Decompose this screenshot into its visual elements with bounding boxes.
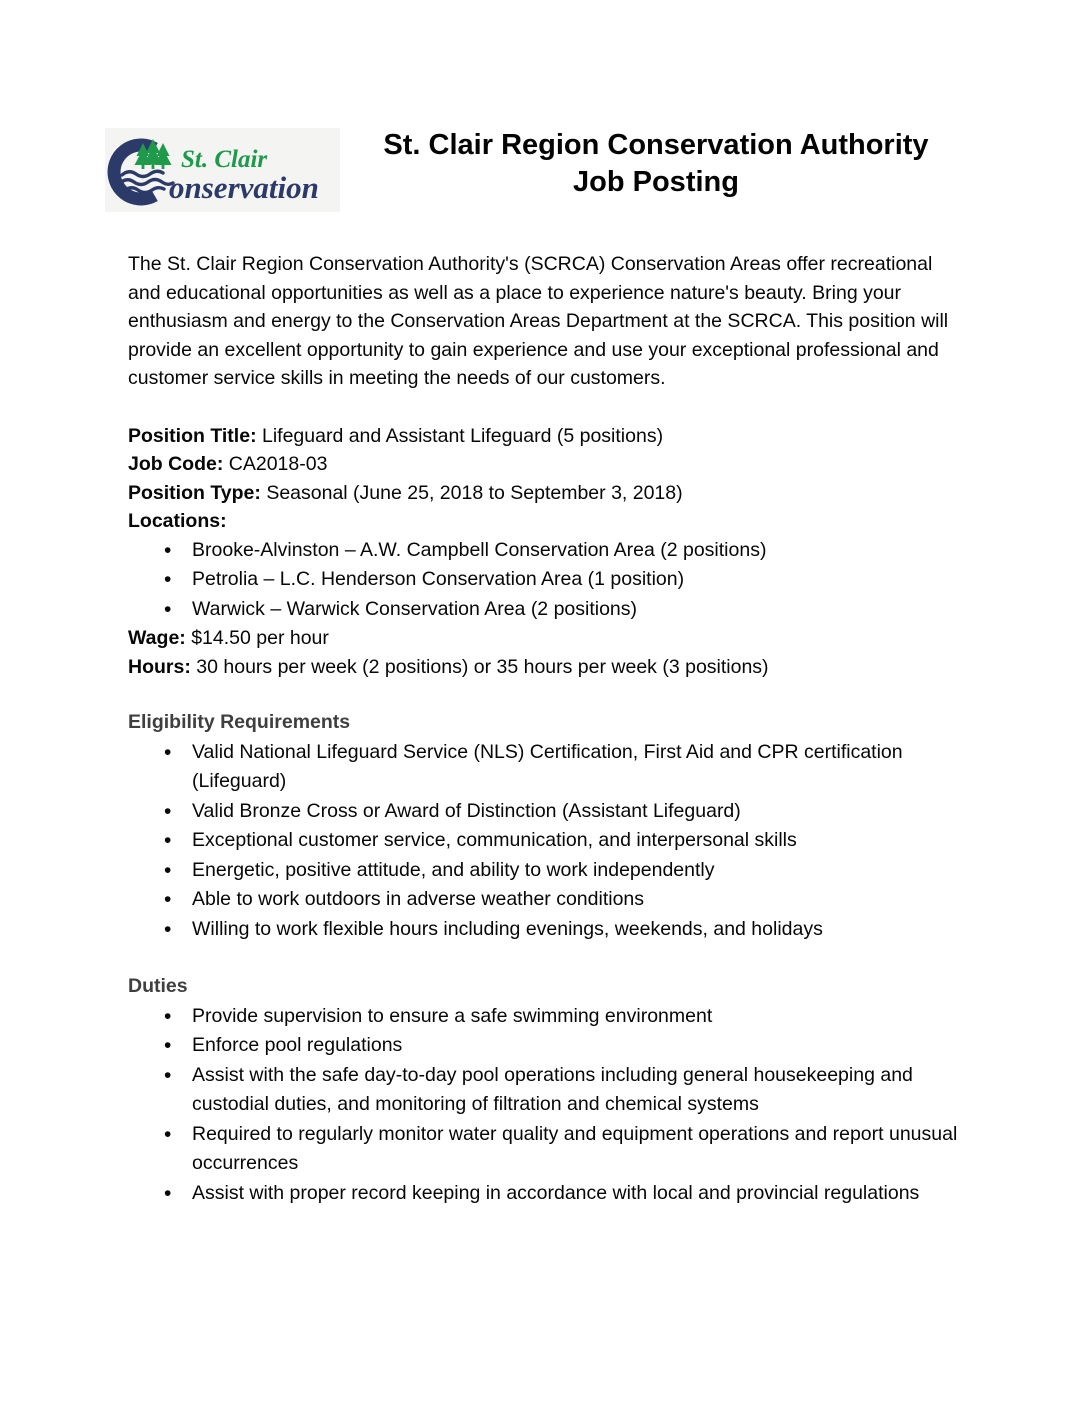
location-item: • Petrolia – L.C. Henderson Conservation Area (1 position) [128,565,964,595]
location-item: • Brooke-Alvinston – A.W. Campbell Conservation Area (2 positions) [128,536,964,566]
detail-value: Seasonal (June 25, 2018 to September 3, 2018) [266,481,683,504]
eligibility-item: • Willing to work flexible hours including evenings, weekends, and holidays [128,915,964,945]
eligibility-section [128,708,964,944]
detail-row [128,624,964,653]
duty-item: • Required to regularly monitor water quality and equipment operations and report unusual occurrences [128,1120,964,1179]
duties-section [128,972,964,1208]
duties-list [128,1002,964,1209]
detail-row [128,450,964,479]
eligibility-item: • Exceptional customer service, communication, and interpersonal skills [128,826,964,856]
location-item: • Warwick – Warwick Conservation Area (2 positions) [128,595,964,625]
document-body [128,250,964,1208]
eligibility-item: • Valid Bronze Cross or Award of Distinction (Assistant Lifeguard) [128,797,964,827]
detail-label: Hours: [128,655,191,678]
locations-list [128,536,964,625]
detail-label: Job Code: [128,453,224,475]
detail-value: Lifeguard and Assistant Lifeguard (5 positions) [261,424,664,447]
duty-item: • Assist with the safe day-to-day pool operations including general housekeeping and custodial duties, and monitoring of filtration and chemical systems [128,1061,964,1120]
st-clair-conservation-logo-icon [105,128,340,212]
duty-item: • Provide supervision to ensure a safe swimming environment [128,1002,964,1032]
page-title-line1: St. Clair Region Conservation Authority [383,129,929,161]
document-title [340,127,972,201]
intro-paragraph: The St. Clair Region Conservation Authority's (SCRCA) Conservation Areas offer recreational and educational opportunities as well as a place to experience nature's beauty. Bring your enthusiasm and energy to the Conservation Areas Department at the SCRCA. This position will provide an excellent opportunity to gain experience and use your exceptional professional and customer service skills in meeting the needs of our customers. [128,253,949,389]
page-title-line2: Job Posting [573,166,739,198]
duties-heading: Duties [128,975,188,997]
organization-logo [105,128,340,212]
detail-row [128,422,964,451]
detail-value: CA2018-03 [228,453,328,475]
detail-row [128,479,964,508]
detail-label: Wage: [128,627,186,649]
eligibility-item: • Energetic, positive attitude, and ability to work independently [128,856,964,886]
detail-label: Locations: [128,510,227,532]
eligibility-item: • Valid National Lifeguard Service (NLS) Certification, First Aid and CPR certification (Lifeguard) [128,738,964,797]
detail-row [128,507,964,536]
duty-item: • Assist with proper record keeping in accordance with local and provincial regulations [128,1179,964,1209]
logo-text-st-clair: St. Clair [181,146,268,173]
eligibility-item: • Able to work outdoors in adverse weather conditions [128,885,964,915]
water-waves-icon [120,171,173,192]
eligibility-heading: Eligibility Requirements [128,711,351,733]
eligibility-list [128,738,964,945]
position-details [128,422,964,536]
detail-row [128,653,964,682]
detail-value: $14.50 per hour [191,627,329,649]
detail-value: 30 hours per week (2 positions) or 35 hours per week (3 positions) [196,655,769,678]
compensation-details [128,624,964,681]
logo-text-conservation: onservation [169,170,319,205]
duty-item: • Enforce pool regulations [128,1031,964,1061]
detail-label: Position Title: [128,424,257,447]
detail-label: Position Type: [128,481,261,504]
